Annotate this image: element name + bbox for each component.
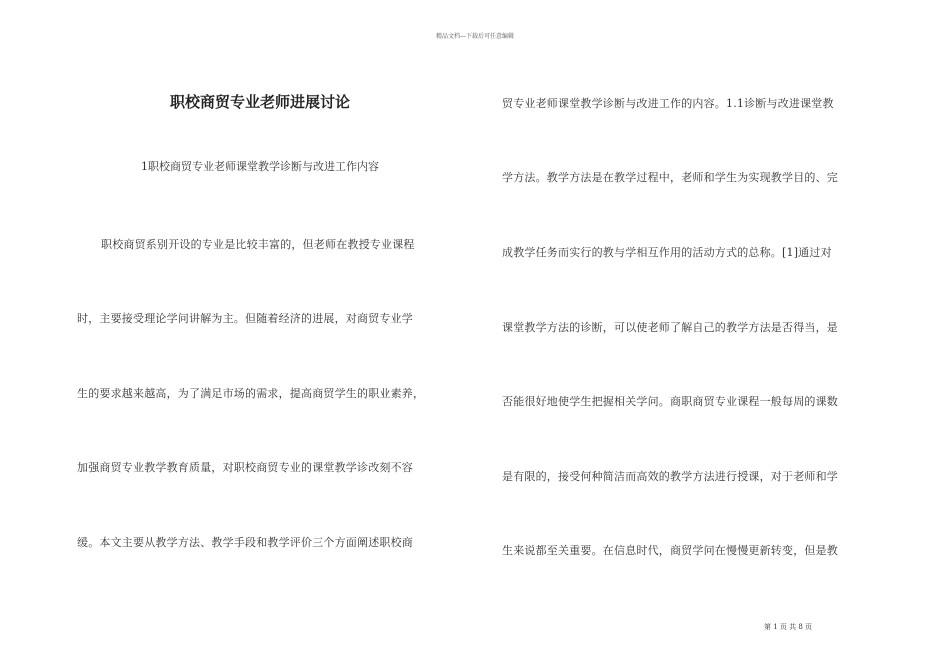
right-paragraph-line: 成教学任务而实行的教与学相互作用的活动方式的总称。[1]通过对 [502, 246, 832, 259]
left-paragraph-line: 加强商贸专业教学教育质量，对职校商贸专业的课堂教学诊改刻不容 [77, 461, 413, 474]
right-paragraph-line: 生来说都至关重要。在信息时代，商贸学问在慢慢更新转变，但是教 [502, 544, 838, 557]
left-paragraph-line: 职校商贸系别开设的专业是比较丰富的，但老师在教授专业课程 [101, 238, 415, 251]
right-paragraph-line: 学方法。教学方法是在教学过程中，老师和学生为实现教学目的、完 [502, 171, 838, 184]
right-paragraph-line: 课堂教学方法的诊断，可以使老师了解自己的教学方法是否得当，是 [502, 321, 838, 334]
page-header: 精品文档---下载后可任意编辑 [435, 33, 515, 40]
right-paragraph-line: 贸专业老师课堂教学诊断与改进工作的内容。1.1诊断与改进课堂教 [502, 97, 834, 110]
left-paragraph-line: 缓。本文主要从教学方法、教学手段和教学评价三个方面阐述职校商 [77, 536, 413, 549]
left-paragraph-line: 时，主要接受理论学问讲解为主。但随着经济的进展，对商贸专业学 [77, 312, 413, 325]
section-heading: 1职校商贸专业老师课堂教学诊断与改进工作内容 [141, 160, 379, 173]
page-number: 第 1 页 共 8 页 [764, 623, 813, 631]
right-paragraph-line: 是有限的，接受何种简洁而高效的教学方法进行授课，对于老师和学 [502, 470, 838, 483]
document-title: 职校商贸专业老师进展讨论 [169, 93, 350, 111]
left-paragraph-line: 生的要求越来越高，为了满足市场的需求，提高商贸学生的职业素养， [77, 387, 425, 400]
right-paragraph-line: 否能很好地使学生把握相关学问。商职商贸专业课程一般每周的课数 [502, 395, 838, 408]
